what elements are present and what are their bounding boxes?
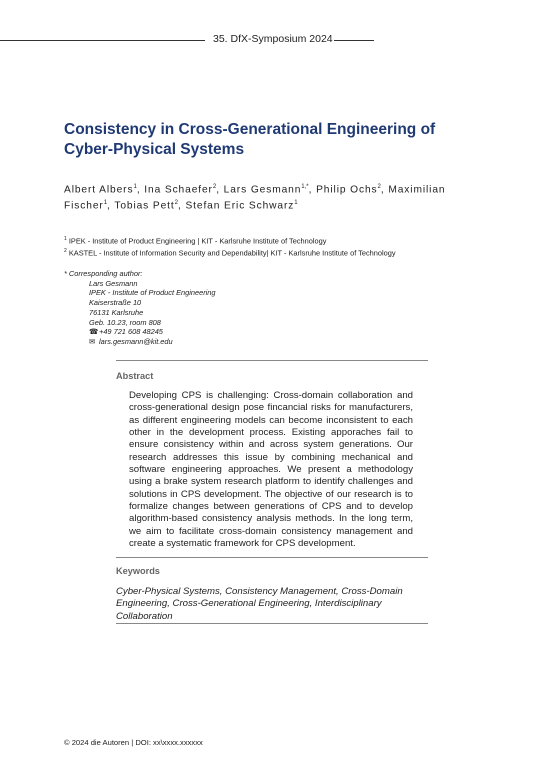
- contact-name: Lars Gesmann: [89, 278, 138, 288]
- author-affiliation-mark: 1: [294, 199, 298, 206]
- contact-phone: +49 721 608 48245: [99, 327, 163, 337]
- abstract-heading: Abstract: [116, 371, 154, 381]
- envelope-icon: ✉: [89, 336, 96, 346]
- affiliation-text: KASTEL - Institute of Information Security and Dependability| KIT - Karlsruhe Institute of Technology: [68, 248, 396, 258]
- author-affiliation-mark: 2: [174, 199, 178, 206]
- author-affiliation-mark: 1: [133, 184, 137, 190]
- contact-street: Kaiserstraße 10: [89, 298, 142, 308]
- affiliation: [64, 246, 534, 258]
- header-rule-left: [0, 40, 205, 41]
- keywords-text: Cyber-Physical Systems, Consistency Management, Cross-Domain Engineering, Cross-Generational Engineering, Interdisciplinary Collaboration: [116, 586, 403, 622]
- author-affiliation-mark: 2: [212, 184, 217, 190]
- contact-email[interactable]: lars.gesmann@kit.edu: [99, 336, 173, 346]
- affiliation-number: 1: [64, 236, 67, 242]
- header-rule-right: [334, 40, 374, 41]
- contact-institute: IPEK - Institute of Product Engineering: [89, 288, 216, 298]
- author: Ina Schaefer: [144, 184, 213, 196]
- corresponding-author-block: [64, 269, 216, 347]
- abstract-top-rule: [116, 360, 428, 361]
- keywords-heading: Keywords: [116, 566, 160, 576]
- author: Philip Ochs: [316, 184, 378, 196]
- page-header: [0, 33, 544, 47]
- page-footer: © 2024 die Autoren | DOI: xx\xxxx.xxxxxx: [64, 738, 203, 747]
- abstract-text: Developing CPS is challenging: Cross-domain collaboration and cross-generational design pose fincancial risks for manufacturers, as different engineering models can become inconsistent to each other in the development process. Existing apporaches fail to ensure consistency within and across system generations. Our research addresses this issue by combining mechanical and software engineering approaches. We present a methodology using a brake system research platform to identify challenges and solutions in CPS development. The objective of our research is to formalize changes between generations of CPS and to develop algorithm-based consistency analysis methods. In the long term, we aim to facilitate cross-domain consistency management and create a systematic framework for CPS development.: [129, 390, 413, 550]
- author-affiliation-mark: 2: [377, 184, 381, 190]
- author: Tobias Pett: [114, 200, 175, 212]
- author: Maximilian Fischer: [64, 184, 446, 212]
- phone-icon: ☎: [89, 327, 99, 337]
- author: Lars Gesmann: [223, 184, 302, 196]
- abstract-bottom-rule: [116, 557, 428, 558]
- contact-email-row: [64, 337, 216, 347]
- author: Albert Albers: [64, 184, 134, 196]
- conference-name: 35. DfX-Symposium 2024: [213, 33, 333, 45]
- keywords-bottom-rule: [116, 623, 428, 624]
- affiliation: [64, 234, 534, 246]
- author-affiliation-mark: 1,*: [301, 184, 309, 190]
- author: Stefan Eric Schwarz: [185, 200, 295, 212]
- affiliation-list: [64, 234, 534, 259]
- affiliation-text: IPEK - Institute of Product Engineering | KIT - Karlsruhe Institute of Technology: [68, 236, 327, 246]
- paper-title: Consistency in Cross-Generational Engineering of Cyber-Physical Systems: [64, 121, 436, 158]
- contact-building: Geb. 10.23, room 808: [89, 317, 161, 327]
- corresponding-author-label: * Corresponding author:: [64, 269, 143, 278]
- contact-phone-row: [64, 327, 216, 337]
- author-list: Albert Albers$^1$, Ina Schaefer$^2$, Lars Gesmann$^{1,*}$, Philip Ochs$^2$, Maximilian Fischer$^1$, Tobias Pett$^2$, Stefan Eric Schwarz$^1$: [64, 184, 446, 212]
- author-affiliation-mark: 1: [103, 199, 108, 206]
- contact-city: 76131 Karlsruhe: [89, 307, 144, 317]
- affiliation-number: 2: [64, 248, 67, 255]
